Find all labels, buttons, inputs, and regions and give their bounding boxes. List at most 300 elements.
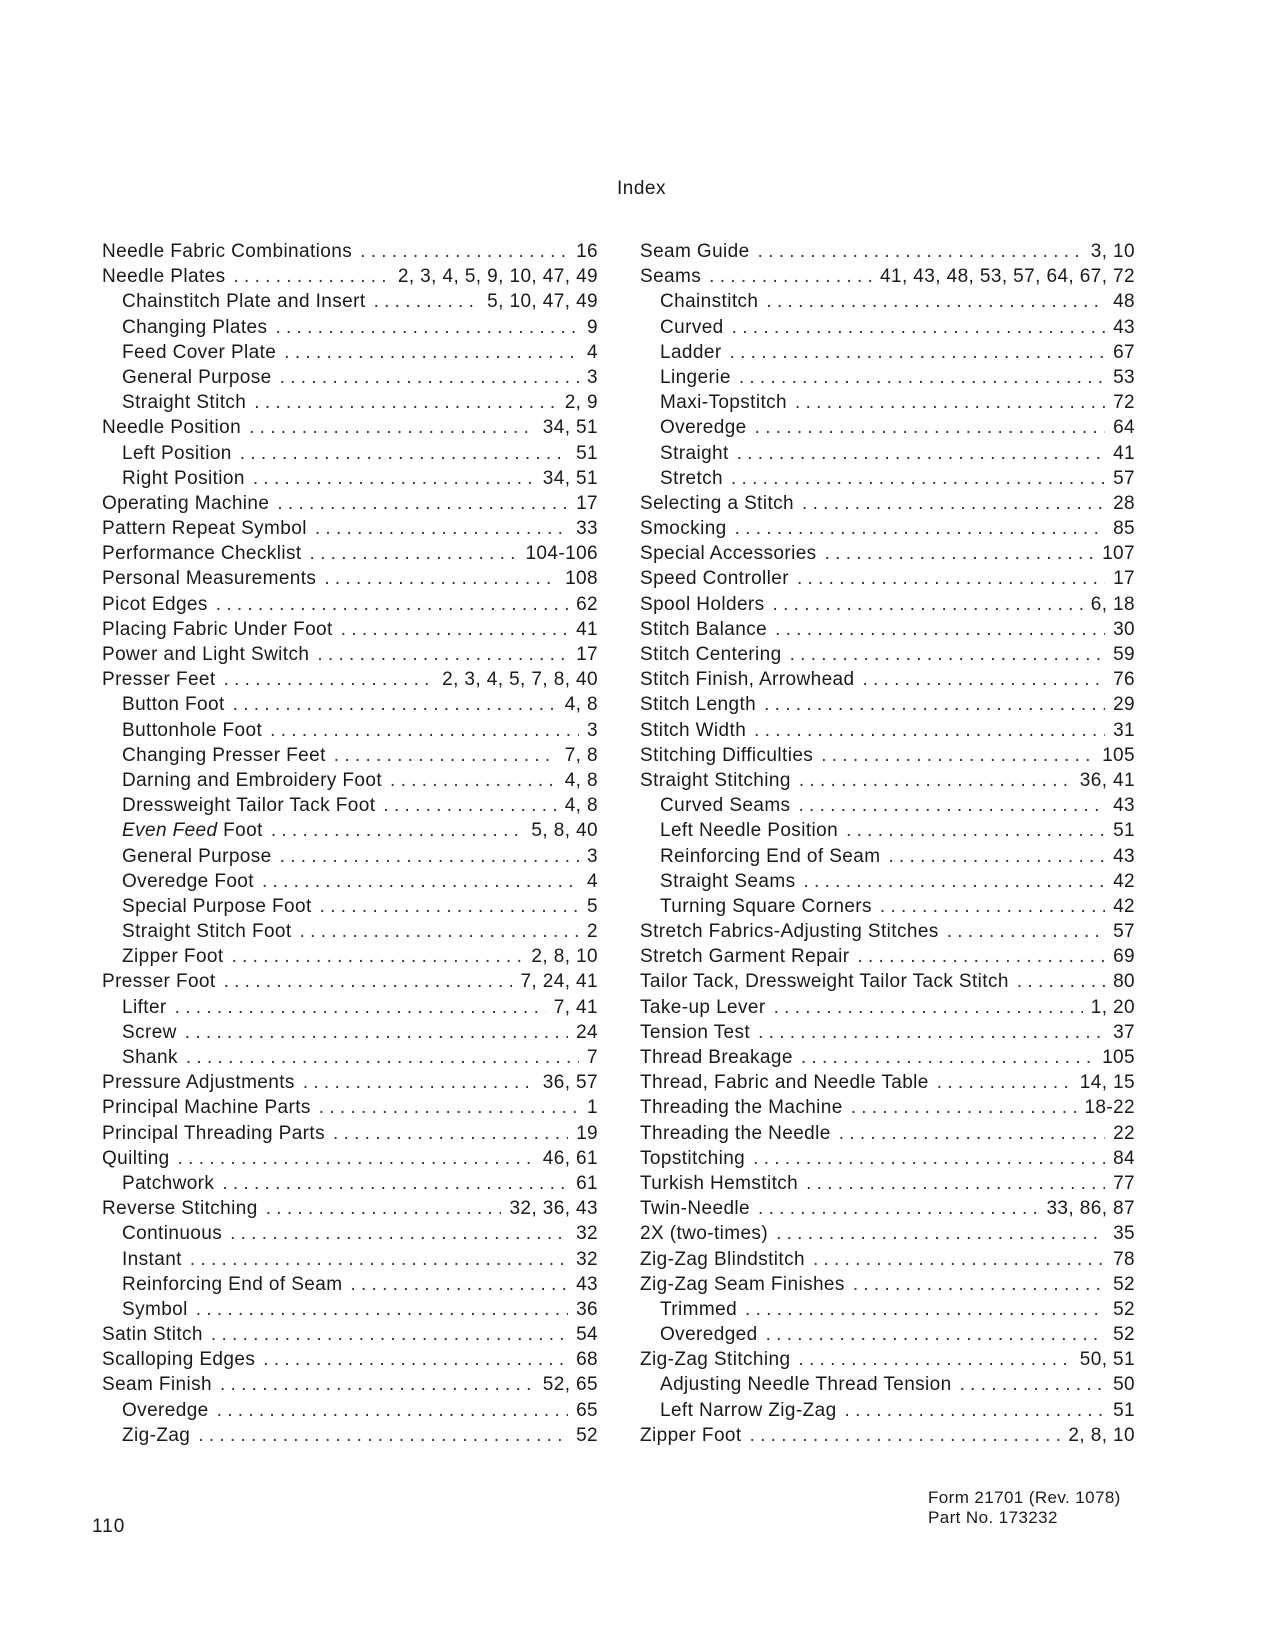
dot-leader [802, 491, 1105, 516]
dot-leader [190, 1247, 568, 1272]
dot-leader [284, 340, 579, 365]
entry-label: Satin Stitch [102, 1324, 203, 1346]
index-subentry [102, 995, 598, 1020]
dot-leader [303, 1070, 535, 1095]
index-subentry [102, 1171, 598, 1196]
index-entry [640, 491, 1135, 516]
dot-leader [775, 617, 1105, 642]
entry-label: Performance Checklist [102, 543, 302, 565]
entry-label: Lifter [122, 996, 167, 1018]
dot-leader [280, 844, 579, 869]
entry-label: Continuous [122, 1223, 223, 1245]
entry-pages: 61 [576, 1172, 598, 1194]
dot-leader [263, 1347, 568, 1372]
entry-label: Twin-Needle [640, 1198, 751, 1220]
index-subentry [102, 818, 598, 843]
dot-leader [758, 1196, 1038, 1221]
entry-label: Zig-Zag Stitching [640, 1349, 791, 1371]
entry-label: General Purpose [122, 366, 272, 388]
entry-label: Button Foot [122, 694, 225, 716]
index-entry [102, 592, 598, 617]
entry-pages: 33, 86, 87 [1046, 1198, 1135, 1220]
entry-pages: 108 [565, 568, 598, 590]
index-entry [102, 516, 598, 541]
dot-leader [960, 1372, 1105, 1397]
entry-label: Ladder [660, 341, 722, 363]
entry-pages: 42 [1113, 895, 1135, 917]
dot-leader [186, 1045, 579, 1070]
entry-label: Personal Measurements [102, 568, 317, 590]
index-entry [640, 692, 1135, 717]
index-entry [640, 944, 1135, 969]
dot-leader [754, 718, 1105, 743]
index-entry [102, 1121, 598, 1146]
index-subentry [640, 818, 1135, 843]
index-subentry [102, 1272, 598, 1297]
dot-leader [277, 491, 568, 516]
index-subentry [102, 1020, 598, 1045]
entry-pages: 52, 65 [542, 1374, 598, 1396]
entry-label: Turning Square Corners [660, 895, 872, 917]
entry-label: Speed Controller [640, 568, 789, 590]
index-entry [640, 1347, 1135, 1372]
entry-pages: 80 [1113, 971, 1135, 993]
entry-pages: 43 [1113, 795, 1135, 817]
entry-label: Presser Foot [102, 971, 216, 993]
dot-leader [324, 566, 557, 591]
entry-pages: 50, 51 [1079, 1349, 1135, 1371]
index-entry [640, 969, 1135, 994]
entry-label: Instant [122, 1248, 182, 1270]
dot-leader [390, 768, 557, 793]
index-subentry [640, 894, 1135, 919]
entry-label: Take-up Lever [640, 996, 766, 1018]
dot-leader [240, 441, 568, 466]
entry-pages: 105 [1102, 1047, 1135, 1068]
entry-label [122, 818, 263, 843]
dot-leader [249, 415, 535, 440]
entry-pages: 16 [576, 241, 598, 262]
entry-label-italic: Even Feed [122, 820, 218, 842]
entry-pages: 36 [576, 1298, 598, 1320]
index-subentry [102, 692, 598, 717]
entry-label: Right Position [122, 467, 245, 489]
dot-leader [758, 239, 1083, 264]
index-entry [640, 617, 1135, 642]
dot-leader [253, 466, 535, 491]
entry-pages: 51 [1113, 820, 1135, 842]
entry-pages: 24 [576, 1021, 598, 1043]
index-subentry [102, 1247, 598, 1272]
index-entry [640, 718, 1135, 743]
index-entry [640, 1196, 1135, 1221]
dot-leader [845, 1398, 1106, 1423]
dot-leader [254, 390, 556, 415]
index-subentry [640, 315, 1135, 340]
entry-pages: 2, 8, 10 [531, 946, 598, 968]
dot-leader [334, 743, 557, 768]
entry-pages: 54 [576, 1324, 598, 1346]
form-number: Form 21701 (Rev. 1078) [928, 1488, 1121, 1507]
index-entry [640, 1423, 1135, 1448]
entry-label: Reverse Stitching [102, 1198, 258, 1220]
dot-leader [773, 592, 1083, 617]
index-entry [640, 1121, 1135, 1146]
entry-pages: 84 [1113, 1147, 1135, 1169]
entry-pages: 77 [1113, 1172, 1135, 1194]
entry-pages: 48 [1113, 291, 1135, 313]
entry-label: Seam Finish [102, 1374, 212, 1396]
dot-leader [374, 289, 480, 314]
dot-leader [853, 1272, 1105, 1297]
form-info [928, 1488, 1121, 1528]
dot-leader [797, 566, 1105, 591]
entry-label: Pattern Repeat Symbol [102, 518, 307, 540]
entry-pages: 57 [1113, 921, 1135, 943]
entry-pages: 4 [587, 341, 598, 363]
dot-leader [755, 415, 1105, 440]
entry-label: Stretch Garment Repair [640, 946, 850, 968]
dot-leader [795, 390, 1105, 415]
entry-pages: 52 [1113, 1324, 1135, 1346]
entry-label: Changing Plates [122, 316, 268, 338]
entry-label: Zipper Foot [640, 1424, 742, 1446]
dot-leader [317, 642, 568, 667]
entry-label: Presser Feet [102, 669, 216, 691]
entry-label: Quilting [102, 1147, 170, 1169]
dot-leader [220, 1372, 535, 1397]
entry-pages: 4, 8 [564, 694, 598, 716]
index-subentry [102, 340, 598, 365]
entry-pages: 22 [1113, 1122, 1135, 1144]
entry-label: Curved [660, 316, 724, 338]
entry-label: Topstitching [640, 1147, 746, 1169]
entry-label: Reinforcing End of Seam [122, 1273, 343, 1295]
entry-label: Overedge [122, 1399, 209, 1421]
index-entry [102, 1146, 598, 1171]
dot-leader [224, 667, 435, 692]
index-entry [102, 617, 598, 642]
entry-pages: 67 [1113, 341, 1135, 363]
entry-pages: 5, 8, 40 [531, 820, 598, 842]
entry-pages: 34, 51 [542, 417, 598, 439]
index-subentry [102, 289, 598, 314]
entry-pages: 52 [1113, 1298, 1135, 1320]
entry-pages: 4 [587, 870, 598, 892]
entry-pages: 5 [587, 895, 598, 917]
entry-label: Zipper Foot [122, 946, 224, 968]
entry-pages: 43 [1113, 316, 1135, 338]
index-entry [640, 1045, 1135, 1070]
entry-label: Left Needle Position [660, 820, 839, 842]
index-subentry [102, 768, 598, 793]
entry-label: Symbol [122, 1298, 188, 1320]
index-subentry [102, 1221, 598, 1246]
dot-leader [947, 919, 1105, 944]
entry-pages: 37 [1113, 1021, 1135, 1043]
index-entry [640, 566, 1135, 591]
dot-leader [735, 516, 1105, 541]
dot-leader [937, 1070, 1072, 1095]
entry-label: Needle Fabric Combinations [102, 241, 353, 262]
entry-pages: 7 [587, 1047, 598, 1068]
entry-pages: 43 [1113, 845, 1135, 867]
entry-pages: 72 [1113, 392, 1135, 414]
dot-leader [175, 995, 546, 1020]
dot-leader [185, 1020, 568, 1045]
dot-leader [774, 995, 1083, 1020]
dot-leader [217, 1398, 568, 1423]
index-entry [640, 1095, 1135, 1120]
index-subentry [640, 1322, 1135, 1347]
index-entry [640, 1070, 1135, 1095]
entry-label: Pressure Adjustments [102, 1072, 295, 1094]
dot-leader [825, 541, 1095, 566]
index-subentry [640, 390, 1135, 415]
part-number: Part No. 173232 [928, 1508, 1058, 1527]
entry-label: Adjusting Needle Thread Tension [660, 1374, 952, 1396]
entry-label: Stitch Centering [640, 644, 782, 665]
dot-leader [233, 692, 557, 717]
entry-label: Principal Threading Parts [102, 1122, 325, 1144]
entry-pages: 7, 8 [564, 744, 598, 766]
entry-pages: 9 [587, 316, 598, 338]
entry-label: Curved Seams [660, 795, 791, 817]
entry-label: Straight Stitch Foot [122, 921, 292, 943]
entry-label: Lingerie [660, 366, 731, 388]
page-number: 110 [92, 1516, 126, 1537]
entry-label: Patchwork [122, 1172, 215, 1194]
entry-pages: 1, 20 [1090, 996, 1135, 1018]
index-subentry [640, 289, 1135, 314]
dot-leader [262, 869, 579, 894]
entry-pages: 30 [1113, 618, 1135, 640]
entry-pages: 41, 43, 48, 53, 57, 64, 67, 72 [880, 266, 1135, 288]
index-entry [102, 1322, 598, 1347]
entry-pages: 41 [1113, 442, 1135, 464]
dot-leader [300, 919, 579, 944]
index-subentry [640, 365, 1135, 390]
index-entry [102, 667, 598, 692]
entry-label: Dressweight Tailor Tack Foot [122, 795, 376, 817]
entry-pages: 65 [576, 1399, 598, 1421]
entry-label: Tension Test [640, 1021, 751, 1043]
entry-pages: 32 [576, 1248, 598, 1270]
index-column-left [102, 239, 598, 1448]
entry-label: Seams [640, 266, 702, 288]
entry-pages: 31 [1113, 719, 1135, 741]
dot-leader [764, 692, 1105, 717]
dot-leader [216, 592, 568, 617]
entry-label: Spool Holders [640, 593, 765, 615]
entry-label: Straight Stitching [640, 769, 791, 791]
entry-pages: 51 [576, 442, 598, 464]
entry-label: Feed Cover Plate [122, 341, 277, 363]
entry-label: General Purpose [122, 845, 272, 867]
index-subentry [102, 743, 598, 768]
index-entry [640, 768, 1135, 793]
entry-pages: 43 [576, 1273, 598, 1295]
page-title: Index [617, 178, 666, 199]
dot-leader [271, 818, 524, 843]
entry-pages: 7, 41 [553, 996, 598, 1018]
dot-leader [750, 1423, 1061, 1448]
entry-label: Zig-Zag [122, 1424, 191, 1446]
entry-label: Operating Machine [102, 492, 270, 514]
index-entry [102, 1347, 598, 1372]
dot-leader [232, 944, 524, 969]
entry-pages: 2, 8, 10 [1068, 1424, 1135, 1446]
dot-leader [851, 1095, 1077, 1120]
entry-label: Straight [660, 442, 729, 464]
dot-leader [888, 844, 1105, 869]
entry-pages: 46, 61 [542, 1147, 598, 1169]
dot-leader [857, 944, 1105, 969]
entry-pages: 36, 57 [542, 1072, 598, 1094]
entry-label: Tailor Tack, Dressweight Tailor Tack Stitch [640, 971, 1009, 993]
dot-leader [739, 365, 1105, 390]
dot-leader [222, 1171, 568, 1196]
entry-pages: 36, 41 [1079, 769, 1135, 791]
index-entry [102, 566, 598, 591]
entry-label: Chainstitch [660, 291, 759, 313]
index-entry [102, 541, 598, 566]
index-subentry [640, 1398, 1135, 1423]
entry-label: Left Position [122, 442, 232, 464]
index-subentry [640, 340, 1135, 365]
index-subentry [102, 919, 598, 944]
entry-label-rest: Foot [217, 820, 263, 842]
index-subentry [102, 390, 598, 415]
index-subentry [102, 894, 598, 919]
dot-leader [798, 793, 1105, 818]
index-entry [102, 969, 598, 994]
entry-pages: 85 [1113, 518, 1135, 540]
entry-pages: 3 [587, 366, 598, 388]
dot-leader [804, 869, 1106, 894]
entry-label: Smocking [640, 518, 727, 540]
entry-pages: 42 [1113, 870, 1135, 892]
index-subentry [102, 1398, 598, 1423]
index-subentry [102, 365, 598, 390]
dot-leader [266, 1196, 502, 1221]
dot-leader [758, 1020, 1105, 1045]
dot-leader [310, 541, 518, 566]
index-entry [102, 1095, 598, 1120]
entry-pages: 2, 3, 4, 5, 7, 8, 40 [442, 669, 598, 691]
index-subentry [102, 793, 598, 818]
entry-pages: 18-22 [1084, 1097, 1135, 1119]
entry-label: 2X (two-times) [640, 1223, 769, 1245]
entry-pages: 29 [1113, 694, 1135, 716]
entry-pages: 19 [576, 1122, 598, 1144]
dot-leader [280, 365, 579, 390]
dot-leader [745, 1297, 1105, 1322]
entry-label: Overedged [660, 1324, 758, 1346]
entry-label: Threading the Needle [640, 1122, 831, 1144]
entry-label: Stitching Difficulties [640, 744, 814, 766]
entry-pages: 32 [576, 1223, 598, 1245]
index-subentry [102, 1297, 598, 1322]
entry-pages: 35 [1113, 1223, 1135, 1245]
index-entry [102, 1372, 598, 1397]
index-entry [102, 415, 598, 440]
entry-pages: 14, 15 [1079, 1072, 1135, 1094]
index-entry [640, 1272, 1135, 1297]
entry-label: Thread, Fabric and Needle Table [640, 1072, 929, 1094]
entry-label: Stitch Width [640, 719, 747, 741]
entry-label: Stretch [660, 467, 723, 489]
entry-pages: 64 [1113, 417, 1135, 439]
entry-pages: 69 [1113, 946, 1135, 968]
dot-leader [846, 818, 1105, 843]
entry-pages: 1 [587, 1097, 598, 1119]
entry-label: Reinforcing End of Seam [660, 845, 881, 867]
entry-pages: 52 [1113, 1273, 1135, 1295]
entry-pages: 32, 36, 43 [509, 1198, 598, 1220]
entry-label: Left Narrow Zig-Zag [660, 1399, 837, 1421]
index-subentry [640, 869, 1135, 894]
entry-label: Needle Position [102, 417, 242, 439]
dot-leader [333, 1121, 568, 1146]
index-subentry [640, 844, 1135, 869]
index-column-right [640, 239, 1135, 1448]
dot-leader [731, 466, 1105, 491]
entry-label: Zig-Zag Blindstitch [640, 1248, 805, 1270]
dot-leader [341, 617, 568, 642]
entry-pages: 2, 3, 4, 5, 9, 10, 47, 49 [397, 266, 598, 288]
index-subentry [102, 315, 598, 340]
index-subentry [102, 441, 598, 466]
dot-leader [766, 289, 1105, 314]
entry-label: Straight Seams [660, 870, 796, 892]
dot-leader [320, 894, 579, 919]
index-subentry [640, 793, 1135, 818]
entry-pages: 28 [1113, 492, 1135, 514]
entry-label: Screw [122, 1021, 177, 1043]
entry-pages: 4, 8 [564, 795, 598, 817]
dot-leader [753, 1146, 1105, 1171]
entry-label: Chainstitch Plate and Insert [122, 291, 366, 313]
dot-leader [315, 516, 568, 541]
index-entry [640, 264, 1135, 289]
index-subentry [640, 1372, 1135, 1397]
dot-leader [178, 1146, 535, 1171]
entry-pages: 3 [587, 845, 598, 867]
entry-label: Scalloping Edges [102, 1349, 256, 1371]
dot-leader [224, 969, 513, 994]
dot-leader [801, 1045, 1094, 1070]
index-entry [640, 239, 1135, 264]
index-entry [102, 264, 598, 289]
index-entry [102, 491, 598, 516]
entry-label: Stitch Balance [640, 618, 768, 640]
dot-leader [790, 642, 1105, 667]
dot-leader [880, 894, 1105, 919]
entry-label: Maxi-Topstitch [660, 392, 788, 414]
index-subentry [102, 944, 598, 969]
entry-pages: 53 [1113, 366, 1135, 388]
index-entry [640, 1247, 1135, 1272]
entry-pages: 59 [1113, 644, 1135, 665]
entry-label: Power and Light Switch [102, 644, 310, 665]
index-entry [640, 1020, 1135, 1045]
entry-pages: 6, 18 [1090, 593, 1135, 615]
dot-leader [319, 1095, 579, 1120]
dot-leader [234, 264, 390, 289]
entry-pages: 34, 51 [542, 467, 598, 489]
index-entry [640, 743, 1135, 768]
